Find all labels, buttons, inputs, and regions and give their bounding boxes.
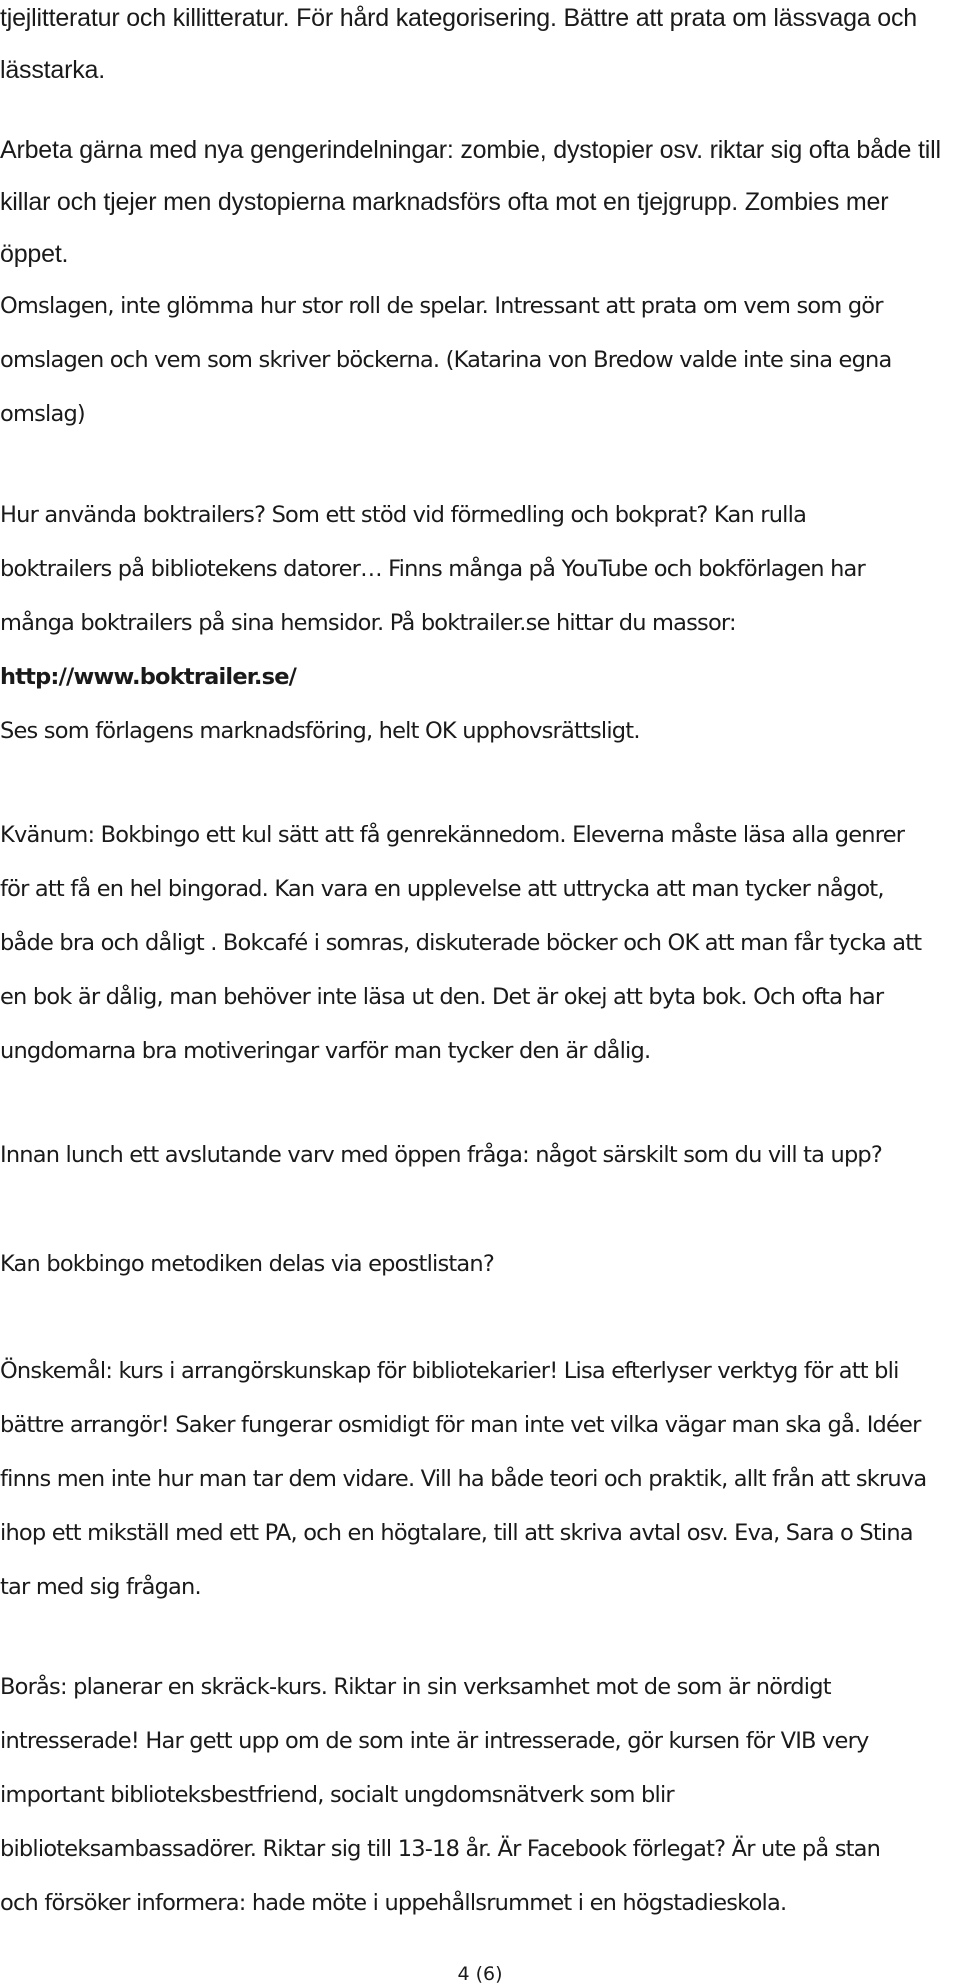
text-line: en bok är dålig, man behöver inte läsa ut den. Det är okej att byta bok. Och ofta har xyxy=(0,984,884,1010)
text-line: tar med sig frågan. xyxy=(0,1574,201,1600)
paragraph-organizer-course xyxy=(0,1344,950,1614)
text-line: Omslagen, inte glömma hur stor roll de spelar. Intressant att prata om vem som gör xyxy=(0,293,883,319)
text-line: öppet. xyxy=(0,240,69,268)
page-number: 4 (6) xyxy=(457,1963,503,1985)
boktrailer-link[interactable]: http://www.boktrailer.se/ xyxy=(0,664,297,690)
text-line: intresserade! Har gett upp om de som inte är intresserade, gör kursen för VIB very xyxy=(0,1728,869,1754)
paragraph-bokbingo xyxy=(0,808,950,1078)
text-line: ungdomarna bra motiveringar varför man tycker den är dålig. xyxy=(0,1038,651,1064)
text-line: Hur använda boktrailers? Som ett stöd vid förmedling och bokprat? Kan rulla xyxy=(0,502,807,528)
text-line: för att få en hel bingorad. Kan vara en upplevelse att uttrycka att man tycker något, xyxy=(0,876,884,902)
text-line: important biblioteksbestfriend, socialt ungdomsnätverk som blir xyxy=(0,1782,674,1808)
paragraph-horror-course xyxy=(0,1660,950,1930)
text-line: omslagen och vem som skriver böckerna. (Katarina von Bredow valde inte sina egna xyxy=(0,347,892,373)
text-line: bättre arrangör! Saker fungerar osmidigt för man inte vet vilka vägar man ska gå. Idéer xyxy=(0,1412,921,1438)
text-line: lässtarka. xyxy=(0,56,105,84)
text-line: och försöker informera: hade möte i uppehållsrummet i en högstadieskola. xyxy=(0,1890,787,1916)
text-line: omslag) xyxy=(0,401,85,427)
text-line: Önskemål: kurs i arrangörskunskap för bibliotekarier! Lisa efterlyser verktyg för att bli xyxy=(0,1358,899,1384)
paragraph-lunch-question xyxy=(0,1128,950,1182)
text-line: många boktrailers på sina hemsidor. På boktrailer.se hittar du massor: xyxy=(0,610,736,636)
text-line: Arbeta gärna med nya gengerindelningar: zombie, dystopier osv. riktar sig ofta både till xyxy=(0,136,941,164)
paragraph-genre-divisions xyxy=(0,124,950,280)
text-line: biblioteksambassadörer. Riktar sig till 13-18 år. Är Facebook förlegat? Är ute på stan xyxy=(0,1836,881,1862)
text-line: Innan lunch ett avslutande varv med öppen fråga: något särskilt som du vill ta upp? xyxy=(0,1142,883,1168)
text-line: finns men inte hur man tar dem vidare. Vill ha både teori och praktik, allt från att skruva xyxy=(0,1466,927,1492)
text-line: Borås: planerar en skräck-kurs. Riktar in sin verksamhet mot de som är nördigt xyxy=(0,1674,831,1700)
text-line: Ses som förlagens marknadsföring, helt OK upphovsrättsligt. xyxy=(0,718,640,744)
text-line: Kvänum: Bokbingo ett kul sätt att få genrekännedom. Eleverna måste läsa alla genrer xyxy=(0,822,905,848)
text-line: tjejlitteratur och killitteratur. För hård kategorisering. Bättre att prata om lässvaga och xyxy=(0,4,917,32)
paragraph-mailing-list xyxy=(0,1237,950,1291)
text-line: ihop ett mikställ med ett PA, och en högtalare, till att skriva avtal osv. Eva, Sara o Stina xyxy=(0,1520,913,1546)
paragraph-book-covers xyxy=(0,279,950,441)
text-line: killar och tjejer men dystopierna marknadsförs ofta mot en tjejgrupp. Zombies mer xyxy=(0,188,889,216)
paragraph-booktrailers xyxy=(0,488,950,758)
text-line: boktrailers på bibliotekens datorer… Finns många på YouTube och bokförlagen har xyxy=(0,556,865,582)
paragraph-category-note xyxy=(0,0,950,96)
text-line: både bra och dåligt . Bokcafé i somras, diskuterade böcker och OK att man får tycka att xyxy=(0,930,922,956)
text-line: Kan bokbingo metodiken delas via epostlistan? xyxy=(0,1251,495,1277)
